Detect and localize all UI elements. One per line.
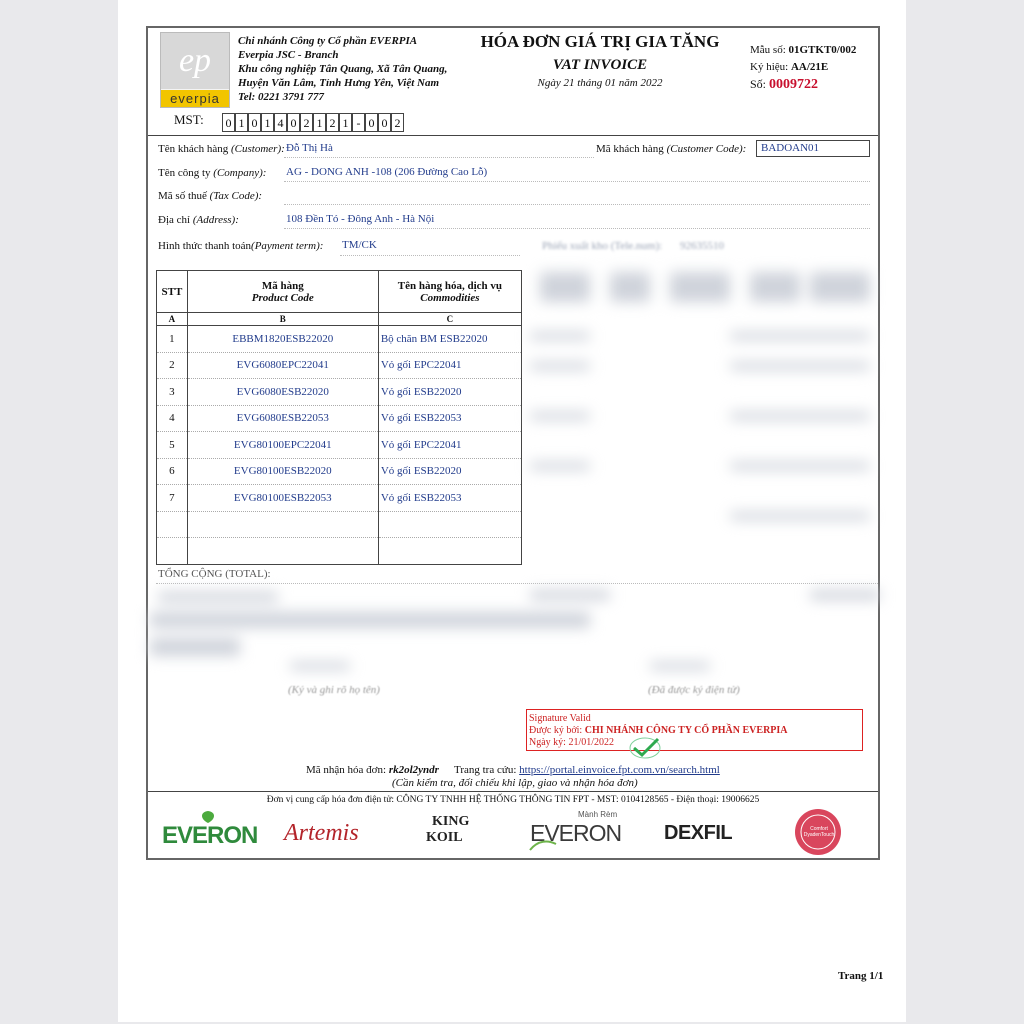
customer-name-label: Tên khách hàng (Customer): [158,143,285,155]
mst-digit: 2 [326,113,339,132]
seller-address-1: Khu công nghiệp Tân Quang, Xã Tân Quang, [238,63,448,75]
table-body [157,326,522,565]
address-line [284,228,870,229]
mst-digit: 1 [261,113,274,132]
invoice-date: Ngày 21 tháng 01 năm 2022 [537,77,663,89]
cell-empty [187,511,378,538]
blurred-totals [150,586,890,696]
table-row-empty [157,511,522,538]
page-number: Trang 1/1 [838,970,884,982]
tax-code-label: Mã số thuế (Tax Code): [158,190,263,202]
cell-code: EVG80100ESB22020 [187,458,378,485]
portal-link[interactable]: https://portal.einvoice.fpt.com.vn/search.html [519,764,720,776]
table-row [157,352,522,379]
address-value: 108 Đền Tó - Đông Anh - Hà Nội [286,213,435,225]
comfort-badge-logo: Comfort DyadenTouch [794,812,844,852]
cell-code: EVG6080ESB22020 [187,379,378,406]
table-header-row [157,271,522,313]
signature-date: Ngày ký: 21/01/2022 [529,737,614,748]
header-divider [148,135,878,136]
footer-divider [148,791,878,792]
warehouse-value: 92635510 [680,240,724,252]
company-label: Tên công ty (Company): [158,167,267,179]
invoice-title: HÓA ĐƠN GIÁ TRỊ GIA TĂNG [480,32,720,51]
cell-stt: 5 [157,432,188,459]
cell-name: Vỏ gối ESB22020 [378,458,521,485]
seller-tel: Tel: 0221 3791 777 [238,91,325,103]
provider-line: Đơn vị cung cấp hóa đơn điện tử: CÔNG TY TNHH HỆ THỐNG THÔNG TIN FPT - MST: 0104128565 - Điện thoại: 19006625 [266,795,760,805]
cell-empty [187,538,378,565]
warehouse-label: Phiếu xuất kho (Tele.num): [542,240,663,252]
mst-digit: 2 [391,113,404,132]
customer-code-value: BADOAN01 [756,140,870,157]
total-line [156,583,878,584]
company-value: AG - DONG ANH -108 (206 Đường Cao Lỗ) [286,166,488,178]
seller-name-en: Everpia JSC - Branch [238,49,339,61]
customer-code-label: Mã khách hàng (Customer Code): [596,143,747,155]
table-row [157,485,522,512]
everon-curtain-logo: Mành Rèm EVERON [530,812,622,852]
cell-empty [157,538,188,565]
mst-digit: 2 [300,113,313,132]
table-row [157,379,522,406]
payment-value: TM/CK [342,239,377,251]
buyer-signature-hint: (Ký và ghi rõ họ tên) [288,684,380,696]
cell-code: EBBM1820ESB22020 [187,326,378,353]
seller-name-vi: Chi nhánh Công ty Cổ phần EVERPIA [238,35,418,47]
total-label: TỔNG CỘNG (TOTAL): [158,568,271,580]
cell-name: Vỏ gối EPC22041 [378,432,521,459]
lookup-code: Mã nhận hóa đơn: rk2ol2yndr [306,764,439,776]
subheader-a: A [157,313,188,326]
mst-digit: 0 [248,113,261,132]
seller-address-2: Huyện Văn Lâm, Tỉnh Hưng Yên, Việt Nam [238,77,440,89]
everpia-logo [160,32,230,108]
invoice-number: Số: 0009722 [750,77,819,92]
leaf-curve-icon [528,838,558,852]
header-stt: STT [157,271,188,313]
invoice-symbol: Ký hiệu: AA/21E [750,61,829,73]
king-koil-logo: KING KOIL [426,814,470,845]
cell-code: EVG6080ESB22053 [187,405,378,432]
everpia-logo-word: everpia [161,90,229,107]
mst-digit: 1 [235,113,248,132]
mst-digit: 1 [313,113,326,132]
cell-name: Vỏ gối ESB22053 [378,485,521,512]
signature-signed-by: Được ký bởi: CHI NHÁNH CÔNG TY CỔ PHẦN EVERPIA [529,725,788,736]
cell-stt: 4 [157,405,188,432]
header-commodities: Tên hàng hóa, dịch vụ Commodities [378,271,521,313]
payment-label: Hình thức thanh toán(Payment term): [158,240,324,252]
signature-valid-title: Signature Valid [529,713,591,724]
mst-digit: 0 [222,113,235,132]
cell-code: EVG6080EPC22041 [187,352,378,379]
table-row-empty [157,538,522,565]
lookup-note: (Cần kiểm tra, đối chiếu khi lập, giao và nhận hóa đơn) [392,777,638,789]
table-subheader-row [157,313,522,326]
seller-mst-label: MST: [174,112,204,127]
everpia-logo-mark: ep [161,33,229,89]
mst-digit: 0 [287,113,300,132]
mst-digit: 0 [378,113,391,132]
seller-info [238,34,478,104]
cell-stt: 6 [157,458,188,485]
cell-empty [378,538,521,565]
cell-name: Vỏ gối ESB22053 [378,405,521,432]
table-row [157,458,522,485]
table-row [157,326,522,353]
mst-digit: 1 [339,113,352,132]
table-row [157,432,522,459]
address-label: Địa chỉ (Address): [158,214,239,226]
blurred-amounts [510,262,882,572]
items-table [156,270,522,565]
tax-code-line [284,204,870,205]
customer-name-value: Đỗ Thị Hà [286,142,333,154]
subheader-b: B [187,313,378,326]
cell-stt: 3 [157,379,188,406]
cell-name: Bộ chăn BM ESB22020 [378,326,521,353]
invoice-subtitle: VAT INVOICE [552,57,648,73]
header-product-code: Mã hàng Product Code [187,271,378,313]
company-line [284,181,870,182]
cell-name: Vỏ gối ESB22020 [378,379,521,406]
customer-name-line [284,157,594,158]
cell-name: Vỏ gối EPC22041 [378,352,521,379]
cell-stt: 2 [157,352,188,379]
artemis-logo: Artemis [284,820,359,846]
mst-digit: - [352,113,365,132]
lookup-portal: Trang tra cứu: https://portal.einvoice.fpt.com.vn/search.html [454,764,720,776]
signature-valid-box [526,709,863,751]
everon-logo: EVERON [162,812,256,852]
mst-digit: 0 [365,113,378,132]
payment-line [340,255,520,256]
seller-signature-hint: (Đã được ký điện tử) [648,684,740,696]
cell-code: EVG80100EPC22041 [187,432,378,459]
dexfil-logo: DEXFIL [664,822,733,844]
cell-code: EVG80100ESB22053 [187,485,378,512]
checkmark-icon [628,736,662,760]
cell-empty [157,511,188,538]
table-row [157,405,522,432]
cell-empty [378,511,521,538]
subheader-c: C [378,313,521,326]
mst-digit: 4 [274,113,287,132]
cell-stt: 7 [157,485,188,512]
form-number: Mẫu số: 01GTKT0/002 [750,44,857,56]
cell-stt: 1 [157,326,188,353]
